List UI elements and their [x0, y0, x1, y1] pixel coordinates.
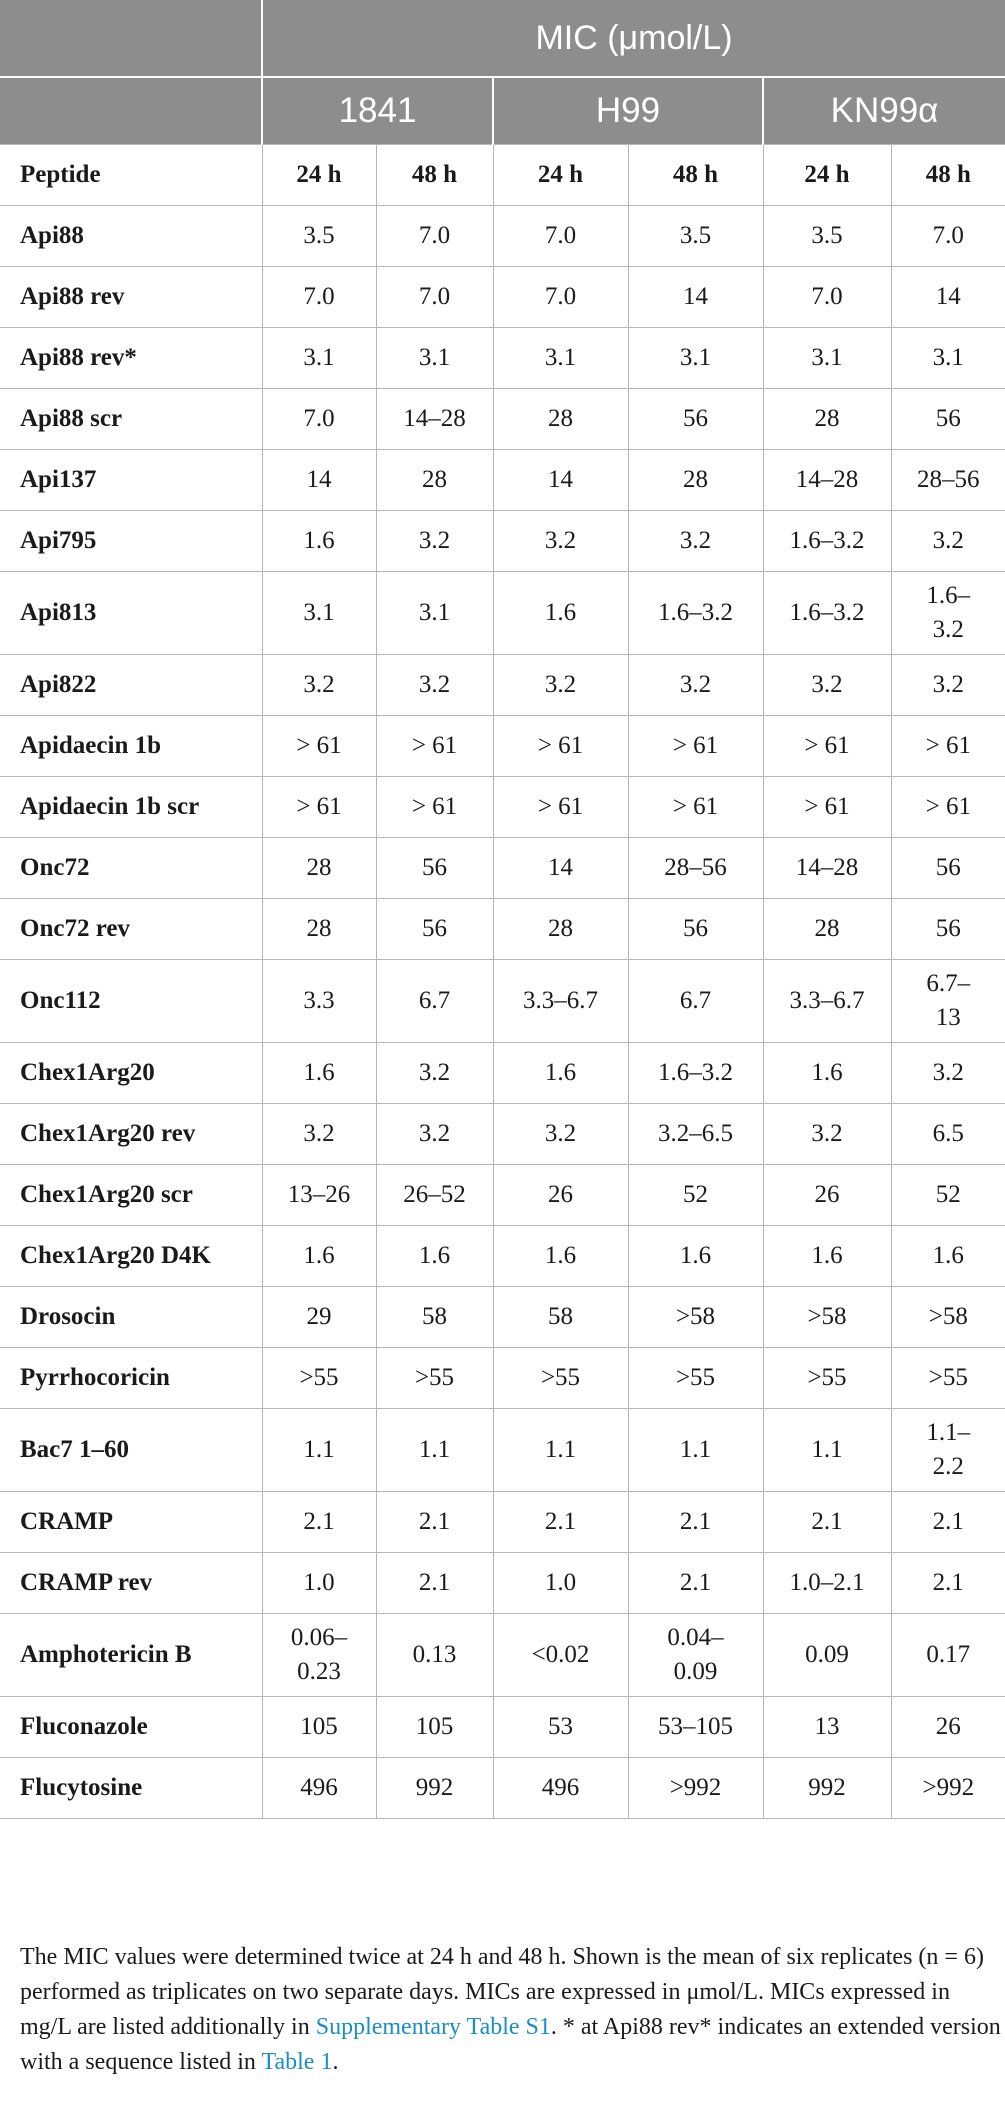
mic-value: 2.1 [891, 1492, 1005, 1553]
peptide-name: Chex1Arg20 D4K [0, 1226, 262, 1287]
time-column-header: 24 h [493, 145, 628, 206]
mic-value: 1.6 [493, 1226, 628, 1287]
peptide-name: Apidaecin 1b [0, 716, 262, 777]
supplementary-table-link[interactable]: Supplementary Table S1 [315, 2014, 551, 2040]
mic-value: 1.6–3.2 [763, 572, 891, 655]
table-row [0, 1758, 1005, 1819]
mic-value: 3.2 [376, 1104, 493, 1165]
mic-value: 1.6–3.2 [628, 1043, 763, 1104]
mic-value: >58 [891, 1287, 1005, 1348]
mic-value: 2.1 [493, 1492, 628, 1553]
mic-value: 0.13 [376, 1614, 493, 1697]
mic-value: 3.1 [763, 328, 891, 389]
mic-value: 29 [262, 1287, 376, 1348]
mic-value: 56 [891, 838, 1005, 899]
mic-value: 7.0 [376, 267, 493, 328]
mic-value: 3.2 [262, 655, 376, 716]
peptide-name: Bac7 1–60 [0, 1409, 262, 1492]
mic-value: >55 [628, 1348, 763, 1409]
peptide-name: Api88 [0, 206, 262, 267]
table-row [0, 572, 1005, 655]
mic-value: 3.2 [891, 511, 1005, 572]
mic-value: 1.6 [891, 1226, 1005, 1287]
mic-value: 105 [376, 1697, 493, 1758]
mic-value: >58 [628, 1287, 763, 1348]
mic-value: 2.1 [763, 1492, 891, 1553]
mic-value: 6.7– 13 [891, 960, 1005, 1043]
mic-value: 1.6 [763, 1043, 891, 1104]
mic-value: 3.5 [628, 206, 763, 267]
mic-value: 3.1 [262, 572, 376, 655]
mic-value: 3.1 [628, 328, 763, 389]
peptide-name: Onc112 [0, 960, 262, 1043]
peptide-name: Api813 [0, 572, 262, 655]
mic-value: 1.1 [763, 1409, 891, 1492]
mic-value: >55 [493, 1348, 628, 1409]
mic-value: 1.0 [493, 1553, 628, 1614]
peptide-name: Chex1Arg20 scr [0, 1165, 262, 1226]
mic-value: 53 [493, 1697, 628, 1758]
mic-value: 1.6 [493, 572, 628, 655]
mic-value: 28 [493, 899, 628, 960]
mic-value: 56 [628, 899, 763, 960]
mic-value: > 61 [493, 777, 628, 838]
mic-value: 2.1 [891, 1553, 1005, 1614]
mic-value: > 61 [262, 716, 376, 777]
time-column-header: 48 h [628, 145, 763, 206]
mic-value: 3.2 [493, 1104, 628, 1165]
mic-value: 28–56 [628, 838, 763, 899]
mic-value: 3.2 [891, 655, 1005, 716]
mic-value: 13 [763, 1697, 891, 1758]
mic-value: > 61 [891, 777, 1005, 838]
peptide-name: Amphotericin B [0, 1614, 262, 1697]
mic-value: 2.1 [376, 1492, 493, 1553]
mic-value: 3.2 [376, 1043, 493, 1104]
mic-value: 26 [493, 1165, 628, 1226]
mic-value: 28–56 [891, 450, 1005, 511]
table-row [0, 1043, 1005, 1104]
mic-value: >992 [628, 1758, 763, 1819]
table-row [0, 1614, 1005, 1697]
mic-value: 52 [628, 1165, 763, 1226]
mic-value: 7.0 [262, 389, 376, 450]
table-row [0, 1226, 1005, 1287]
mic-value: > 61 [628, 716, 763, 777]
mic-value: 0.17 [891, 1614, 1005, 1697]
mic-value: 28 [376, 450, 493, 511]
table-row [0, 206, 1005, 267]
peptide-name: Pyrrhocoricin [0, 1348, 262, 1409]
mic-value: 3.3–6.7 [493, 960, 628, 1043]
mic-value: 1.1 [262, 1409, 376, 1492]
mic-value: 56 [891, 389, 1005, 450]
mic-value: 2.1 [376, 1553, 493, 1614]
header-blank [0, 77, 262, 145]
mic-value: 7.0 [763, 267, 891, 328]
table-footnote [0, 1940, 1005, 2080]
mic-value: 7.0 [891, 206, 1005, 267]
peptide-name: Chex1Arg20 [0, 1043, 262, 1104]
mic-value: 52 [891, 1165, 1005, 1226]
mic-value: 1.6–3.2 [628, 572, 763, 655]
mic-value: 1.6 [262, 1043, 376, 1104]
mic-value: 26 [763, 1165, 891, 1226]
table-row [0, 267, 1005, 328]
mic-value: 1.6 [493, 1043, 628, 1104]
table-row [0, 1697, 1005, 1758]
mic-value: 0.09 [763, 1614, 891, 1697]
mic-value: 13–26 [262, 1165, 376, 1226]
footnote-text: . * at Api88 rev* indicates an extended version with a sequence listed in [20, 2014, 1001, 2075]
table-row [0, 328, 1005, 389]
table-row [0, 1492, 1005, 1553]
mic-value: 3.2 [763, 1104, 891, 1165]
mic-value: 53–105 [628, 1697, 763, 1758]
time-column-header: 48 h [891, 145, 1005, 206]
peptide-name: Flucytosine [0, 1758, 262, 1819]
mic-value: 14 [493, 450, 628, 511]
mic-value: 1.6 [628, 1226, 763, 1287]
mic-value: 6.5 [891, 1104, 1005, 1165]
mic-value: 14–28 [376, 389, 493, 450]
footnote-text: The MIC values were determined twice at 24 h and 48 h. Shown is the mean of six replicates (n = 6) performed as triplicates on two separate days. MICs are expressed in μmol/L. MICs expressed in mg/L are listed additionally in [20, 1944, 984, 2040]
mic-value: 3.2 [763, 655, 891, 716]
peptide-name: Fluconazole [0, 1697, 262, 1758]
table-row [0, 1104, 1005, 1165]
peptide-name: Onc72 rev [0, 899, 262, 960]
mic-value: 14 [891, 267, 1005, 328]
mic-value: 3.2 [493, 511, 628, 572]
peptide-name: Api137 [0, 450, 262, 511]
mic-value: > 61 [628, 777, 763, 838]
mic-value: > 61 [891, 716, 1005, 777]
mic-value: 2.1 [628, 1553, 763, 1614]
time-column-header: 48 h [376, 145, 493, 206]
mic-value: 1.6 [763, 1226, 891, 1287]
mic-value: 496 [493, 1758, 628, 1819]
table-row [0, 960, 1005, 1043]
mic-value: 1.1 [376, 1409, 493, 1492]
peptide-name: Onc72 [0, 838, 262, 899]
mic-value: 28 [763, 899, 891, 960]
mic-value: 3.2 [262, 1104, 376, 1165]
mic-value: 6.7 [376, 960, 493, 1043]
mic-value: 6.7 [628, 960, 763, 1043]
table-row [0, 655, 1005, 716]
mic-value: 7.0 [376, 206, 493, 267]
mic-value: 7.0 [493, 206, 628, 267]
mic-value: 992 [376, 1758, 493, 1819]
peptide-name: Api88 rev* [0, 328, 262, 389]
mic-value: 992 [763, 1758, 891, 1819]
mic-value: 1.0 [262, 1553, 376, 1614]
peptide-name: Drosocin [0, 1287, 262, 1348]
table-row [0, 1287, 1005, 1348]
mic-value: > 61 [262, 777, 376, 838]
table-1-link[interactable]: Table 1 [261, 2049, 333, 2075]
mic-value: 3.1 [262, 328, 376, 389]
mic-value: 28 [628, 450, 763, 511]
table-row [0, 777, 1005, 838]
mic-value: >55 [763, 1348, 891, 1409]
peptide-name: Api88 scr [0, 389, 262, 450]
mic-value: 3.2 [628, 655, 763, 716]
mic-value: 1.6 [262, 1226, 376, 1287]
peptide-name: Api822 [0, 655, 262, 716]
mic-value: 1.6– 3.2 [891, 572, 1005, 655]
mic-value: >992 [891, 1758, 1005, 1819]
mic-value: 28 [262, 899, 376, 960]
mic-value: 3.1 [376, 572, 493, 655]
mic-value: 105 [262, 1697, 376, 1758]
mic-value: 26–52 [376, 1165, 493, 1226]
mic-value: 3.2 [891, 1043, 1005, 1104]
mic-value: > 61 [493, 716, 628, 777]
mic-value: 3.2 [376, 511, 493, 572]
peptide-column-header: Peptide [0, 145, 262, 206]
mic-value: 26 [891, 1697, 1005, 1758]
mic-value: 1.1 [493, 1409, 628, 1492]
mic-value: 58 [376, 1287, 493, 1348]
mic-value: 2.1 [262, 1492, 376, 1553]
peptide-name: CRAMP rev [0, 1553, 262, 1614]
mic-value: 3.2–6.5 [628, 1104, 763, 1165]
peptide-name: Api795 [0, 511, 262, 572]
mic-value: 14 [262, 450, 376, 511]
mic-value: 1.1– 2.2 [891, 1409, 1005, 1492]
mic-value: 56 [628, 389, 763, 450]
mic-value: 496 [262, 1758, 376, 1819]
mic-value: 56 [891, 899, 1005, 960]
mic-value: 56 [376, 838, 493, 899]
mic-value: <0.02 [493, 1614, 628, 1697]
mic-value: 3.2 [628, 511, 763, 572]
strain-header-1841: 1841 [262, 77, 493, 145]
mic-value: 1.6 [376, 1226, 493, 1287]
table-row [0, 1553, 1005, 1614]
mic-value: 1.0–2.1 [763, 1553, 891, 1614]
mic-value: > 61 [376, 716, 493, 777]
mic-value: 3.1 [493, 328, 628, 389]
mic-value: >55 [891, 1348, 1005, 1409]
mic-value: 1.6 [262, 511, 376, 572]
mic-value: 14–28 [763, 450, 891, 511]
mic-value: 3.2 [376, 655, 493, 716]
table-row [0, 1409, 1005, 1492]
mic-value: 2.1 [628, 1492, 763, 1553]
column-header-row [0, 145, 1005, 206]
strain-header-h99: H99 [493, 77, 763, 145]
mic-value: 7.0 [493, 267, 628, 328]
table-row [0, 838, 1005, 899]
table-row [0, 899, 1005, 960]
mic-value: 7.0 [262, 267, 376, 328]
mic-value: 0.06– 0.23 [262, 1614, 376, 1697]
mic-value: >55 [262, 1348, 376, 1409]
mic-value: 1.6–3.2 [763, 511, 891, 572]
mic-value: 3.5 [763, 206, 891, 267]
table-row [0, 389, 1005, 450]
mic-value: 3.1 [376, 328, 493, 389]
mic-value: 14–28 [763, 838, 891, 899]
mic-value: 3.3–6.7 [763, 960, 891, 1043]
peptide-name: Chex1Arg20 rev [0, 1104, 262, 1165]
table-row [0, 511, 1005, 572]
peptide-name: Api88 rev [0, 267, 262, 328]
mic-value: 58 [493, 1287, 628, 1348]
footnote-text: . [332, 2049, 339, 2075]
peptide-name: CRAMP [0, 1492, 262, 1553]
mic-value: 56 [376, 899, 493, 960]
mic-value: 28 [493, 389, 628, 450]
mic-value: > 61 [763, 777, 891, 838]
mic-value: 3.5 [262, 206, 376, 267]
table-row [0, 1348, 1005, 1409]
mic-value: > 61 [376, 777, 493, 838]
mic-value: 1.1 [628, 1409, 763, 1492]
mic-value: 28 [763, 389, 891, 450]
mic-value: 3.2 [493, 655, 628, 716]
table-row [0, 1165, 1005, 1226]
mic-value: >55 [376, 1348, 493, 1409]
table-row [0, 450, 1005, 511]
mic-value: 3.1 [891, 328, 1005, 389]
table-row [0, 716, 1005, 777]
peptide-name: Apidaecin 1b scr [0, 777, 262, 838]
mic-value: 28 [262, 838, 376, 899]
mic-value: >58 [763, 1287, 891, 1348]
time-column-header: 24 h [763, 145, 891, 206]
mic-value: 0.04– 0.09 [628, 1614, 763, 1697]
mic-value: 14 [493, 838, 628, 899]
mic-value: 3.3 [262, 960, 376, 1043]
header-blank [0, 0, 262, 77]
time-column-header: 24 h [262, 145, 376, 206]
table-title: MIC (μmol/L) [262, 0, 1005, 77]
mic-value: 14 [628, 267, 763, 328]
strain-header-kn99a: KN99α [763, 77, 1005, 145]
mic-value: > 61 [763, 716, 891, 777]
